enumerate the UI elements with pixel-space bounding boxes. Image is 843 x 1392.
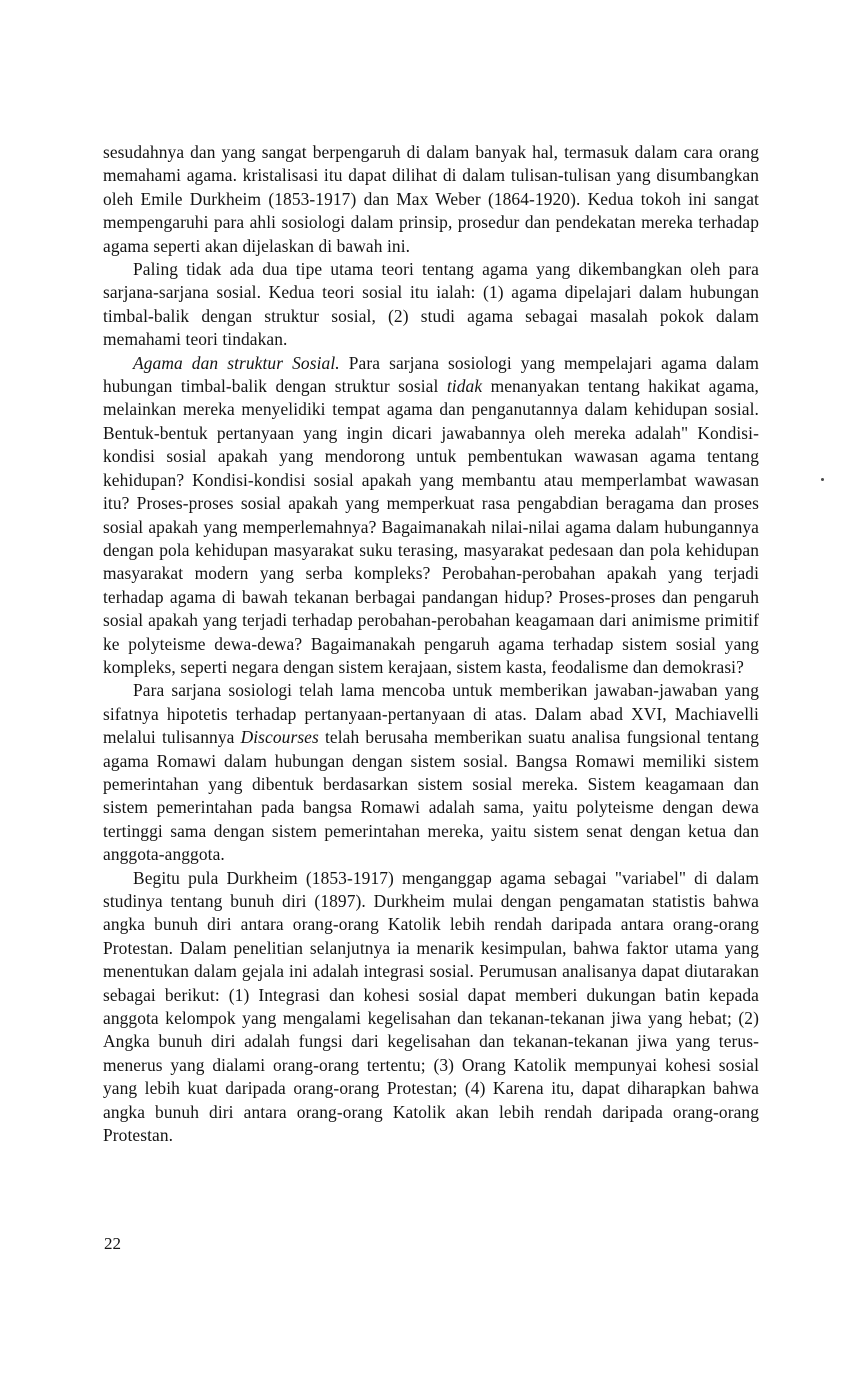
paragraph-text: Para sarjana sosiologi yang mempelajari agama dalam hubungan timbal-balik dengan struktur sosial (103, 352, 759, 397)
book-title-italic: Discourses (240, 727, 319, 748)
paragraph-text: telah berusaha memberikan suatu analisa fungsional tentang agama Romawi dalam hubungan dengan sistem sosial. Bangsa Romawi memiliki sistem pemerintahan yang dibentuk berdasarkan sistem sosial mereka. Sistem keagamaan dan sistem pemerintahan pada bangsa Romawi adalah sama, yaitu polyteisme dengan dewa tertinggi sama dengan sistem pemerintahan mereka, yaitu sistem senat dengan ketua dan anggota-anggota. (103, 727, 759, 865)
paragraph-text: Begitu pula Durkheim (1853-1917) menganggap agama sebagai "variabel" di dalam studinya tentang bunuh diri (1897). Durkheim mulai dengan pengamatan statistis bahwa angka bunuh diri antara orang-orang Katolik lebih rendah daripada antara orang-orang Protestan. Dalam penelitian selanjutnya ia menarik kesimpulan, bahwa faktor utama yang menentukan dalam gejala ini adalah integrasi sosial. Perumusan analisanya dapat diutarakan sebagai berikut: (1) Integrasi dan kohesi sosial dapat memberi dukungan batin kepada anggota kelompok yang mengalami kegelisahan dan tekanan-tekanan jiwa yang hebat; (2) Angka bunuh diri adalah fungsi dari kegelisahan dan tekanan-tekanan jiwa yang terus-menerus yang dialami orang-orang tertentu; (3) Orang Katolik mempunyai kohesi sosial yang lebih kuat daripada orang-orang Protestan; (4) Karena itu, dapat diharapkan bahwa angka bunuh diri antara orang-orang Katolik akan lebih rendah daripada orang-orang Protestan. (103, 867, 759, 1146)
paragraph (103, 867, 759, 1148)
paragraph (103, 141, 759, 258)
emphasized-word: tidak (446, 376, 483, 397)
scan-artifact (821, 478, 824, 481)
paragraph-text: Para sarjana sosiologi telah lama mencoba untuk memberikan jawaban-jawaban yang sifatnya hipotetis terhadap pertanyaan-pertanyaan di atas. Dalam abad XVI, Machiavelli melalui tulisannya (103, 680, 759, 748)
page-number: 22 (104, 1234, 121, 1253)
paragraph (103, 258, 759, 352)
body-text-block (103, 141, 759, 1147)
section-lead-in-italic: Agama dan struktur Sosial. (133, 352, 340, 373)
paragraph (103, 352, 759, 680)
paragraph-text: Paling tidak ada dua tipe utama teori tentang agama yang dikembangkan oleh para sarjana-sarjana sosial. Kedua teori sosial itu ialah: (1) agama dipelajari dalam hubungan timbal-balik dengan struktur sosial, (2) studi agama sebagai masalah pokok dalam memahami teori tindakan. (103, 259, 759, 350)
paragraph-text: sesudahnya dan yang sangat berpengaruh di dalam banyak hal, termasuk dalam cara orang memahami agama. kristalisasi itu dapat dilihat di dalam tulisan-tulisan yang disumbangkan oleh Emile Durkheim (1853-1917) dan Max Weber (1864-1920). Kedua tokoh ini sangat mempengaruhi para ahli sosiologi dalam prinsip, prosedur dan pendekatan mereka terhadap agama seperti akan dijelaskan di bawah ini. (103, 142, 759, 256)
paragraph (103, 679, 759, 866)
paragraph-text: menanyakan tentang hakikat agama, melainkan mereka menyelidiki tempat agama dan penganutannya dalam kehidupan sosial. Bentuk-bentuk pertanyaan yang ingin dicari jawabannya oleh mereka adalah" Kondisi-kondisi sosial apakah yang mendorong untuk pembentukan wawasan agama tentang kehidupan? Kondisi-kondisi sosial apakah yang membantu atau memperlambat wawasan itu? Proses-proses sosial apakah yang memperkuat rasa pengabdian beragama dan proses sosial apakah yang memperlemahnya? Bagaimanakah nilai-nilai agama dalam hubungannya dengan pola kehidupan masyarakat suku terasing, masyarakat pedesaan dan pola kehidupan masyarakat modern yang serba kompleks? Perobahan-perobahan apakah yang terjadi terhadap agama di bawah tekanan berbagai pandangan hidup? Proses-proses dan pengaruh sosial apakah yang terjadi terhadap perobahan-perobahan keagamaan dari animisme primitif ke polyteisme dewa-dewa? Bagaimanakah pengaruh agama terhadap sistem sosial yang kompleks, seperti negara dengan sistem kerajaan, sistem kasta, feodalisme dan demokrasi? (103, 376, 759, 677)
